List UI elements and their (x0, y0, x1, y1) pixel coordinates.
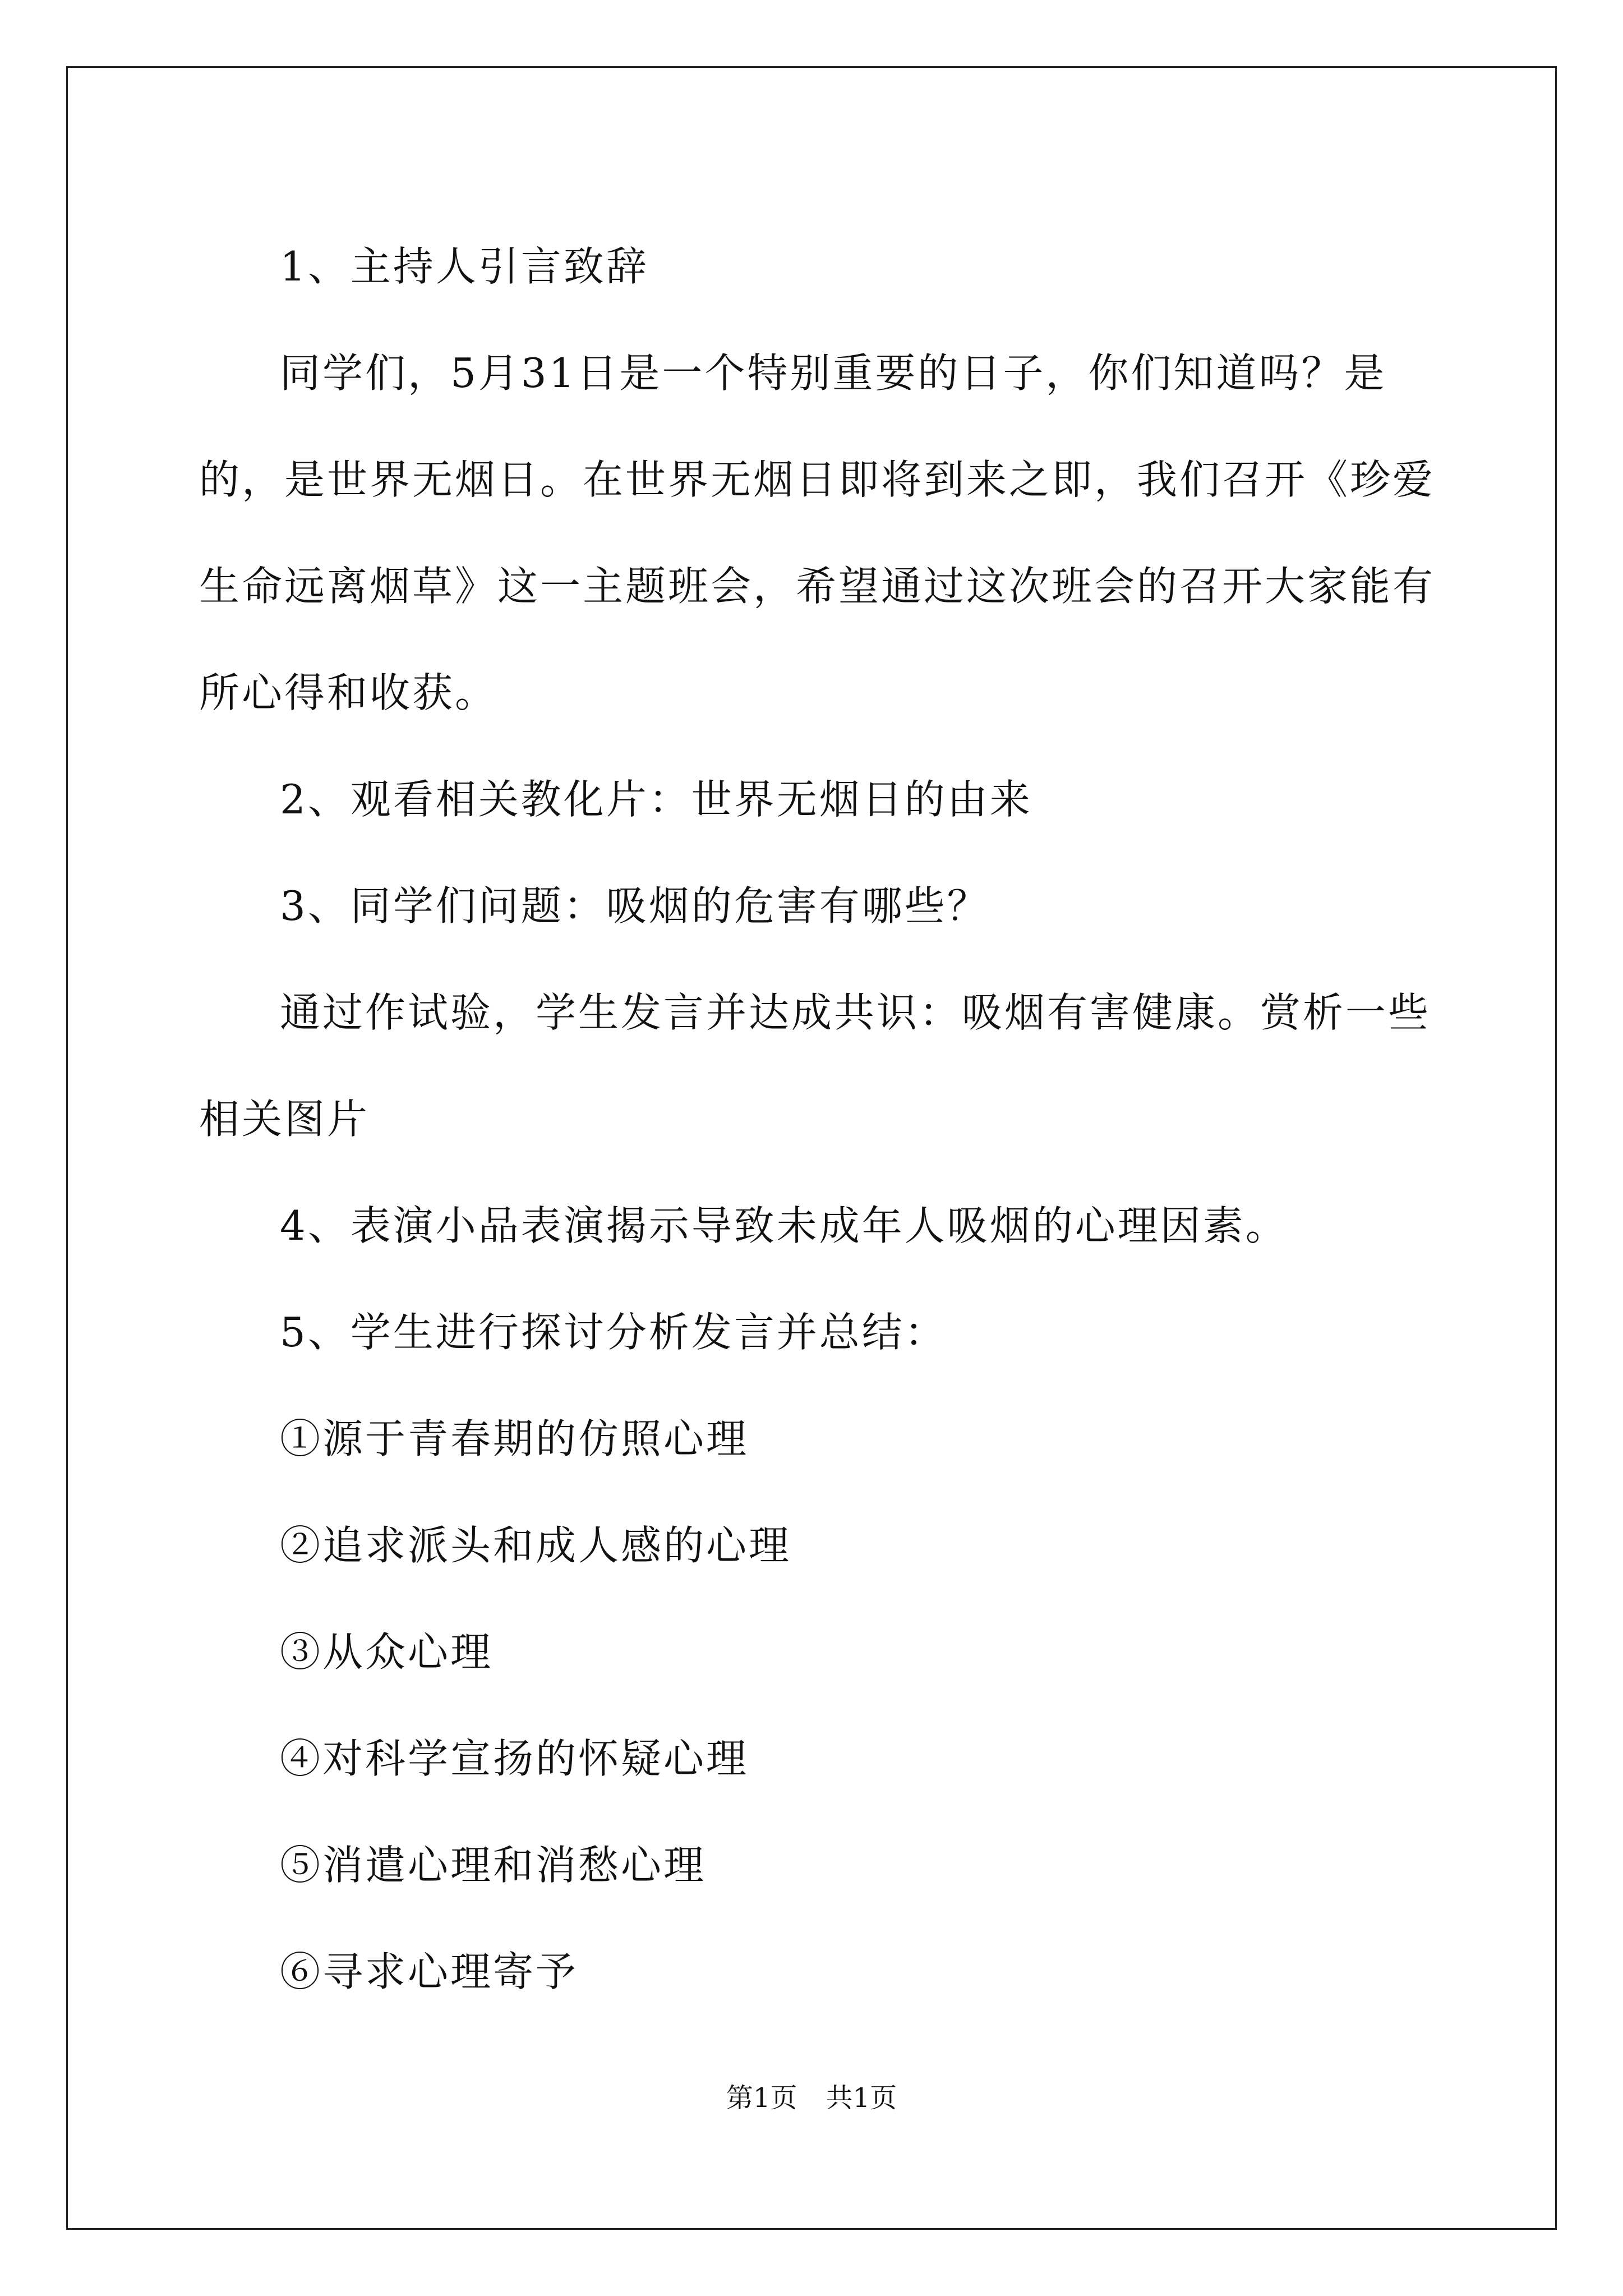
paragraph-4: 3、同学们问题：吸烟的危害有哪些？ (280, 882, 990, 930)
list-item-6: ⑥寻求心理寄予 (280, 1948, 579, 1995)
page-footer (0, 2081, 1623, 2115)
page-number-current: 第1页 (726, 2082, 797, 2114)
paragraph-7: 5、学生进行探讨分析发言并总结： (280, 1309, 947, 1356)
paragraph-1: 1、主持人引言致辞 (280, 243, 649, 290)
list-item-4: ④对科学宣扬的怀疑心理 (280, 1735, 749, 1782)
list-item-2: ②追求派头和成人感的心理 (280, 1522, 792, 1569)
list-item-3: ③从众心理 (280, 1628, 494, 1676)
paragraph-6: 4、表演小品表演揭示导致未成年人吸烟的心理因素。 (280, 1202, 1288, 1249)
paragraph-5: 通过作试验，学生发言并达成共识：吸烟有害健康。赏析一些相关图片 (199, 989, 1431, 1143)
page-number-total: 共1页 (826, 2082, 897, 2114)
paragraph-3: 2、观看相关教化片：世界无烟日的由来 (280, 776, 1032, 823)
paragraph-2: 同学们，5月31日是一个特别重要的日子，你们知道吗？是的，是世界无烟日。在世界无烟日即将到来之即，我们召开《珍爱生命远离烟草》这一主题班会，希望通过这次班会的召开大家能有所心得和收获。 (199, 349, 1436, 716)
list-item-1: ①源于青春期的仿照心理 (280, 1415, 749, 1462)
document-body (199, 213, 1444, 2025)
list-item-5: ⑤消遣心理和消愁心理 (280, 1842, 707, 1889)
